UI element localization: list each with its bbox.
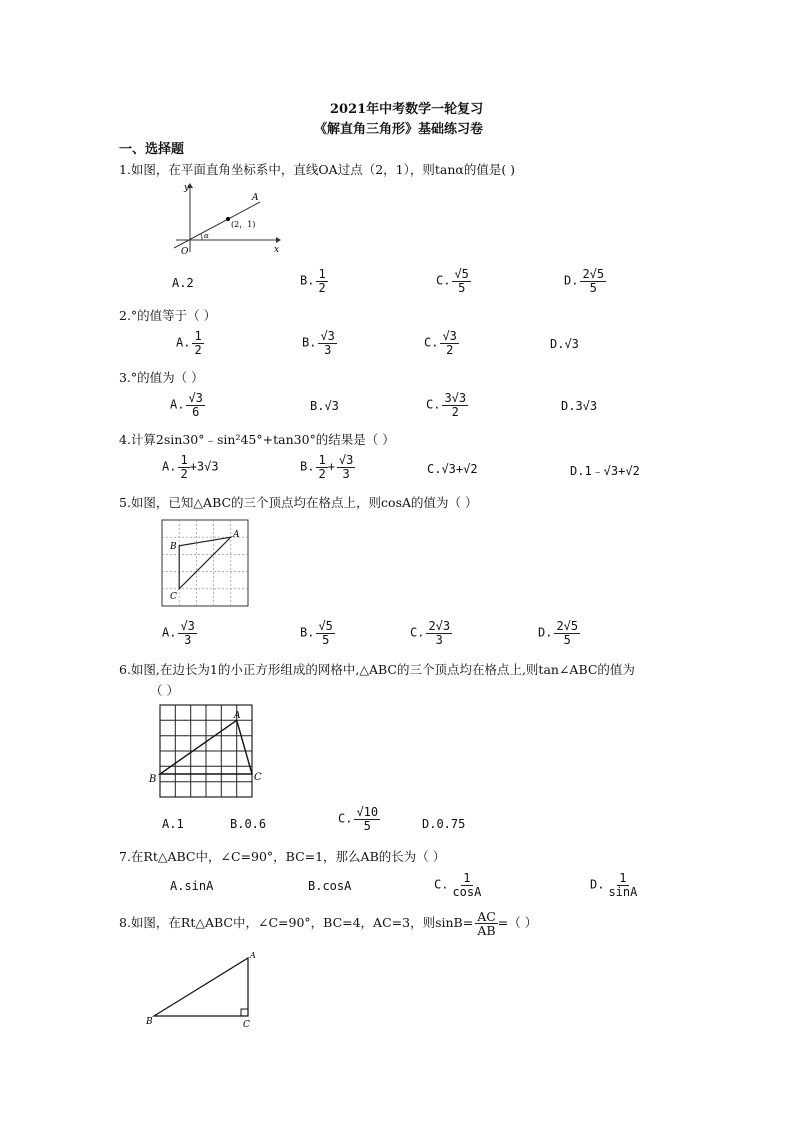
question-8-label-c: C <box>243 1020 250 1030</box>
question-1-label-point: (2，1) <box>231 220 256 229</box>
question-7-option-a[interactable]: A.sinA <box>170 879 214 893</box>
question-1-label-x: x <box>274 245 280 255</box>
question-6-label-b: B <box>149 774 157 785</box>
page-title-line1: 2021年中考数学一轮复习 <box>330 102 484 117</box>
question-5-label-b: B <box>170 542 177 552</box>
question-7-option-c[interactable]: C. $\frac{1}{\cos A}$ <box>434 871 482 899</box>
question-5-option-d[interactable]: D. $\frac{2√5}{5}$ <box>538 619 579 647</box>
question-8-label-a: A <box>250 951 256 960</box>
question-1-figure <box>168 180 283 255</box>
question-1-label-o: O <box>181 247 189 257</box>
question-8-stem: 8.如图，在Rt△ABC中，∠C=90°，BC=4，AC=3，则sinB= $\frac{AC}{AB}$ =（ ） <box>119 909 538 939</box>
question-2-stem: 2.°的值等于（ ） <box>119 308 217 323</box>
question-1-option-b[interactable]: B. $\frac{1}{2}$ <box>300 267 326 295</box>
question-1-option-d[interactable]: D. $\frac{2√5}{5}$ <box>564 267 605 295</box>
question-2-option-c[interactable]: C. $\frac{√3}{2}$ <box>424 329 457 357</box>
question-3-option-a[interactable]: A. $\frac{√3}{6}$ <box>170 391 203 419</box>
question-5-label-c: C <box>170 592 177 602</box>
question-4-option-c[interactable]: C.√3+√2 <box>427 462 478 476</box>
question-1-label-y: y <box>184 183 190 193</box>
question-1-label-alpha: α <box>204 232 209 240</box>
question-3-option-c[interactable]: C. $\frac{3√3}{2}$ <box>426 391 467 419</box>
section-heading: 一、选择题 <box>119 142 185 157</box>
question-6-option-b[interactable]: B.0.6 <box>230 817 267 831</box>
question-6-label-a: A <box>234 711 241 721</box>
question-4-option-a[interactable]: A. $\frac{1}{2}$ +3√3 <box>162 453 219 481</box>
question-5-figure <box>160 518 252 608</box>
question-4-option-b[interactable]: B. $\frac{1}{2}$ + $\frac{√3}{3}$ <box>300 453 354 481</box>
question-1-stem: 1.如图，在平面直角坐标系中，直线OA过点（2，1），则tanα的值是( ) <box>119 162 516 177</box>
question-5-label-a: A <box>233 530 240 540</box>
question-6-option-c[interactable]: C. $\frac{√10}{5}$ <box>338 805 379 833</box>
question-6-option-a[interactable]: A.1 <box>162 817 184 831</box>
question-2-option-b[interactable]: B. $\frac{√3}{3}$ <box>302 329 335 357</box>
question-5-option-c[interactable]: C. $\frac{2√3}{3}$ <box>410 619 451 647</box>
question-7-option-b[interactable]: B.cosA <box>308 879 352 893</box>
question-8-figure <box>142 948 266 1030</box>
page-title-line2: 《解直角三角形》基础练习卷 <box>314 122 484 137</box>
question-1-option-a[interactable]: A.2 <box>172 276 194 290</box>
question-8-label-b: B <box>146 1017 153 1027</box>
question-1-option-c[interactable]: C. $\frac{√5}{5}$ <box>436 267 469 295</box>
question-5-option-a[interactable]: A. $\frac{√3}{3}$ <box>162 619 195 647</box>
question-5-option-b[interactable]: B. $\frac{√5}{5}$ <box>300 619 333 647</box>
question-5-stem: 5.如图，已知△ABC的三个顶点均在格点上，则cosA的值为（ ） <box>119 495 478 510</box>
question-4-stem: 4.计算2sin30°﹣sin²45°+tan30°的结果是（ ） <box>119 432 395 447</box>
question-7-stem: 7.在Rt△ABC中，∠C=90°，BC=1，那么AB的长为（ ） <box>119 849 446 864</box>
question-4-option-d[interactable]: D.1﹣√3+√2 <box>570 464 640 478</box>
question-6-stem: 6.如图,在边长为1的小正方形组成的网格中,△ABC的三个顶点均在格点上,则tan∠ABC的值为 <box>119 662 635 677</box>
question-2-option-d[interactable]: D.√3 <box>550 337 579 351</box>
question-2-option-a[interactable]: A. $\frac{1}{2}$ <box>176 329 202 357</box>
question-3-option-b[interactable]: B.√3 <box>310 399 339 413</box>
question-6-option-d[interactable]: D.0.75 <box>422 817 466 831</box>
question-3-option-d[interactable]: D.3√3 <box>561 399 598 413</box>
question-3-stem: 3.°的值为（ ） <box>119 370 204 385</box>
question-6-label-c: C <box>254 772 262 783</box>
question-1-label-a: A <box>252 193 259 203</box>
question-7-option-d[interactable]: D. $\frac{1}{\sin A}$ <box>590 871 638 899</box>
question-6-stem-paren: （ ） <box>150 683 179 698</box>
question-6-figure <box>150 700 270 800</box>
